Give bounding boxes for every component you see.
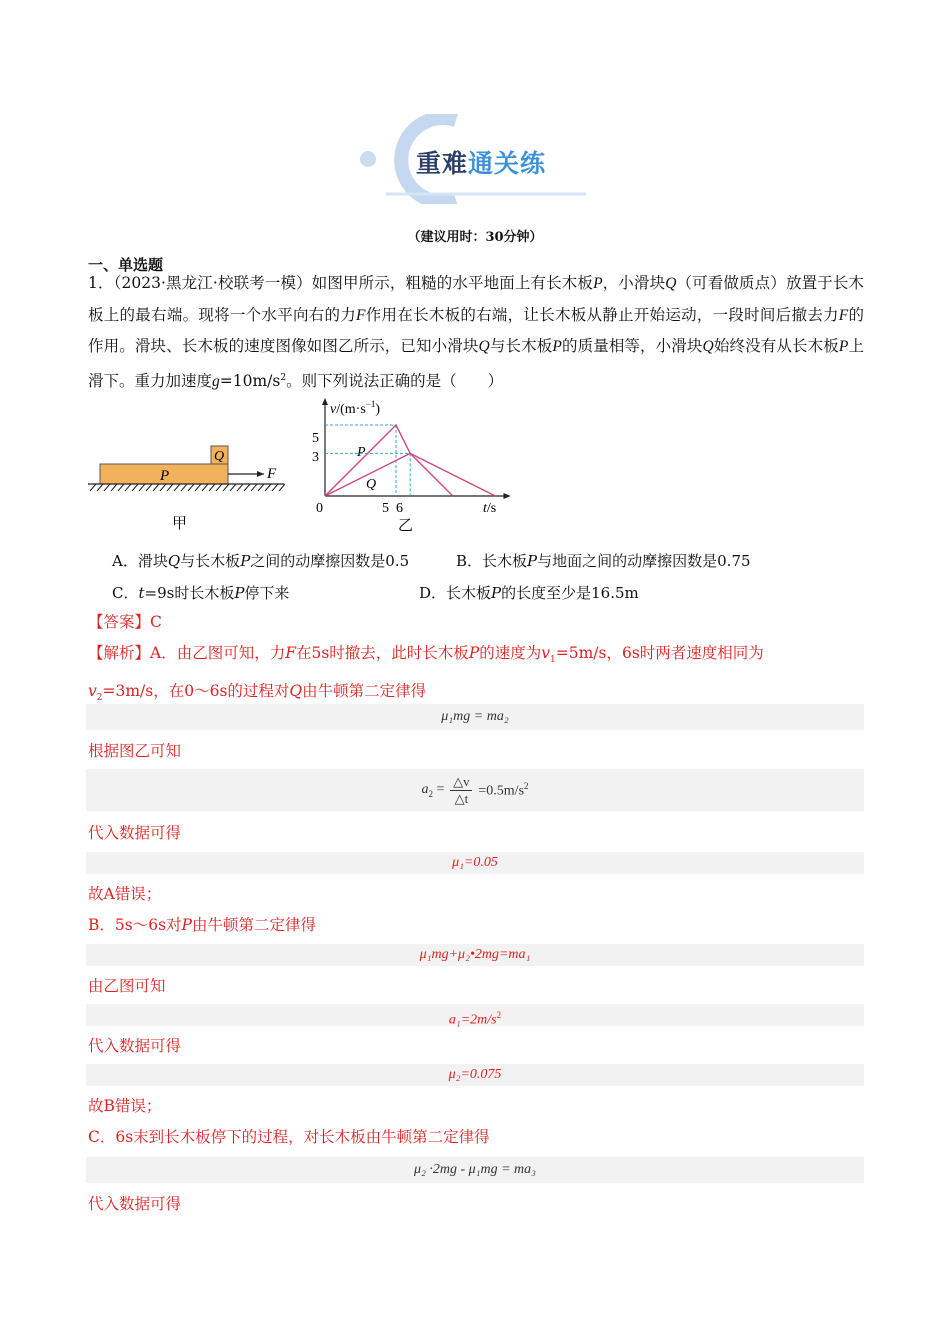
ground-hatch [111,484,117,491]
vt-chart [300,394,520,536]
ground-hatch [265,484,271,491]
ground-hatch [90,484,96,491]
x-tick-5: 5 [382,501,389,516]
equation-4: μ₁mg+μ₂•2mg=ma₁ [86,944,864,966]
ground-hatch [104,484,110,491]
suggested-time: （建议用时：30分钟） [407,230,543,245]
option-c[interactable]: C．t=9s时长木板P停下来 [112,584,290,602]
answer: 【答案】C [88,613,162,631]
y-tick-3: 3 [312,450,319,465]
y-axis-label-text: $v/(m\cdot s^{-1})$ [330,399,381,417]
ground-hatch [244,484,250,491]
x-axis-label: t/s [483,501,497,516]
ground-hatch [209,484,215,491]
ground-hatch [258,484,264,491]
ground-hatch [118,484,124,491]
line-1: 根据图乙可知 [88,742,182,760]
line-6: 故B错误； [88,1097,162,1115]
caption-yi: 乙 [398,516,414,534]
ground-hatch [188,484,194,491]
equation-5: $a_1=2m/s^2$ [86,1004,864,1026]
series-label-q: Q [366,477,377,492]
ground-hatch [223,484,229,491]
ground-hatch [237,484,243,491]
ground-hatch [272,484,278,491]
ground-hatch [146,484,152,491]
line-7: 代入数据可得 [88,1195,182,1213]
equation-6: μ₂=0.075 [86,1064,864,1086]
analysis-a: 【解析】A．由乙图可知，力F在5s时撤去，此时长木板P的速度为$v_1=5m/s$，6s时两者速度相同为 $v_2=3m/s$，在0～6s的过程对Q由牛顿第二定律得 [88,644,764,704]
title-banner [356,114,596,204]
x-tick-6: 6 [396,501,403,516]
ground-hatch [125,484,131,491]
series-line-2 [410,453,453,496]
ground-hatch [174,484,180,491]
ground-hatch [139,484,145,491]
equation-2: $a_2$ = △v △t $=0.5m/s^2$ [86,769,864,811]
ground-hatch [230,484,236,491]
y-axis-arrow [322,398,328,405]
ground-hatch [153,484,159,491]
question-stem: 1．（2023·黑龙江·校联考一模）如图甲所示，粗糙的水平地面上有长木板P，小滑块Q（可看做质点）放置于长木板上的最右端。现将一个水平向右的力F作用在长木板的右端，让长木板从静止开始运动，一段时间后撤去力F的作用。滑块、长木板的速度图像如图乙所示，已知小滑块Q与长木板P的质量相等，小滑块Q始终没有从长木板P上滑下。重力加速度$g=10m/s^2$。则下列说法正确的是（ ） [88,274,864,390]
ground-hatch [195,484,201,491]
ground-hatch [97,484,103,491]
label-p: P [160,468,170,484]
label-f: F [267,466,277,482]
section-title: 一、单选题 [88,256,164,274]
equation-3: μ₁=0.05 [86,852,864,874]
analysis-b: B．5s～6s对P由牛顿第二定律得 [88,916,316,934]
series-label-p: P [357,445,366,460]
ground-hatch [279,484,285,491]
ground-hatch [216,484,222,491]
line-3: 故A错误； [88,885,162,903]
caption-jia: 甲 [172,514,188,532]
ground-hatch [160,484,166,491]
line-4: 由乙图可知 [88,977,166,995]
ground-hatch [251,484,257,491]
origin-label: 0 [316,501,323,516]
analysis-c: C．6s末到长木板停下的过程，对长木板由牛顿第二定律得 [88,1128,490,1146]
ground-hatch [167,484,173,491]
x-axis-arrow [504,493,511,499]
line-2: 代入数据可得 [88,824,182,842]
line-5: 代入数据可得 [88,1037,182,1055]
label-q: Q [214,449,225,464]
equation-7: μ₂ ·2mg - μ₁mg = ma₃ [86,1157,864,1183]
ground-hatch [132,484,138,491]
option-a[interactable]: A．滑块Q与长木板P之间的动摩擦因数是0.5 [112,552,410,570]
equation-1: μ₁mg = ma₂ [86,704,864,730]
option-b[interactable]: B．长木板P与地面之间的动摩擦因数是0.75 [456,552,751,570]
series-line-3 [410,453,495,496]
ground-hatch [181,484,187,491]
ground-hatch [202,484,208,491]
y-tick-5: 5 [312,431,319,446]
option-d[interactable]: D．长木板P的长度至少是16.5m [419,584,639,602]
banner-title: 重难通关练 [416,149,547,178]
